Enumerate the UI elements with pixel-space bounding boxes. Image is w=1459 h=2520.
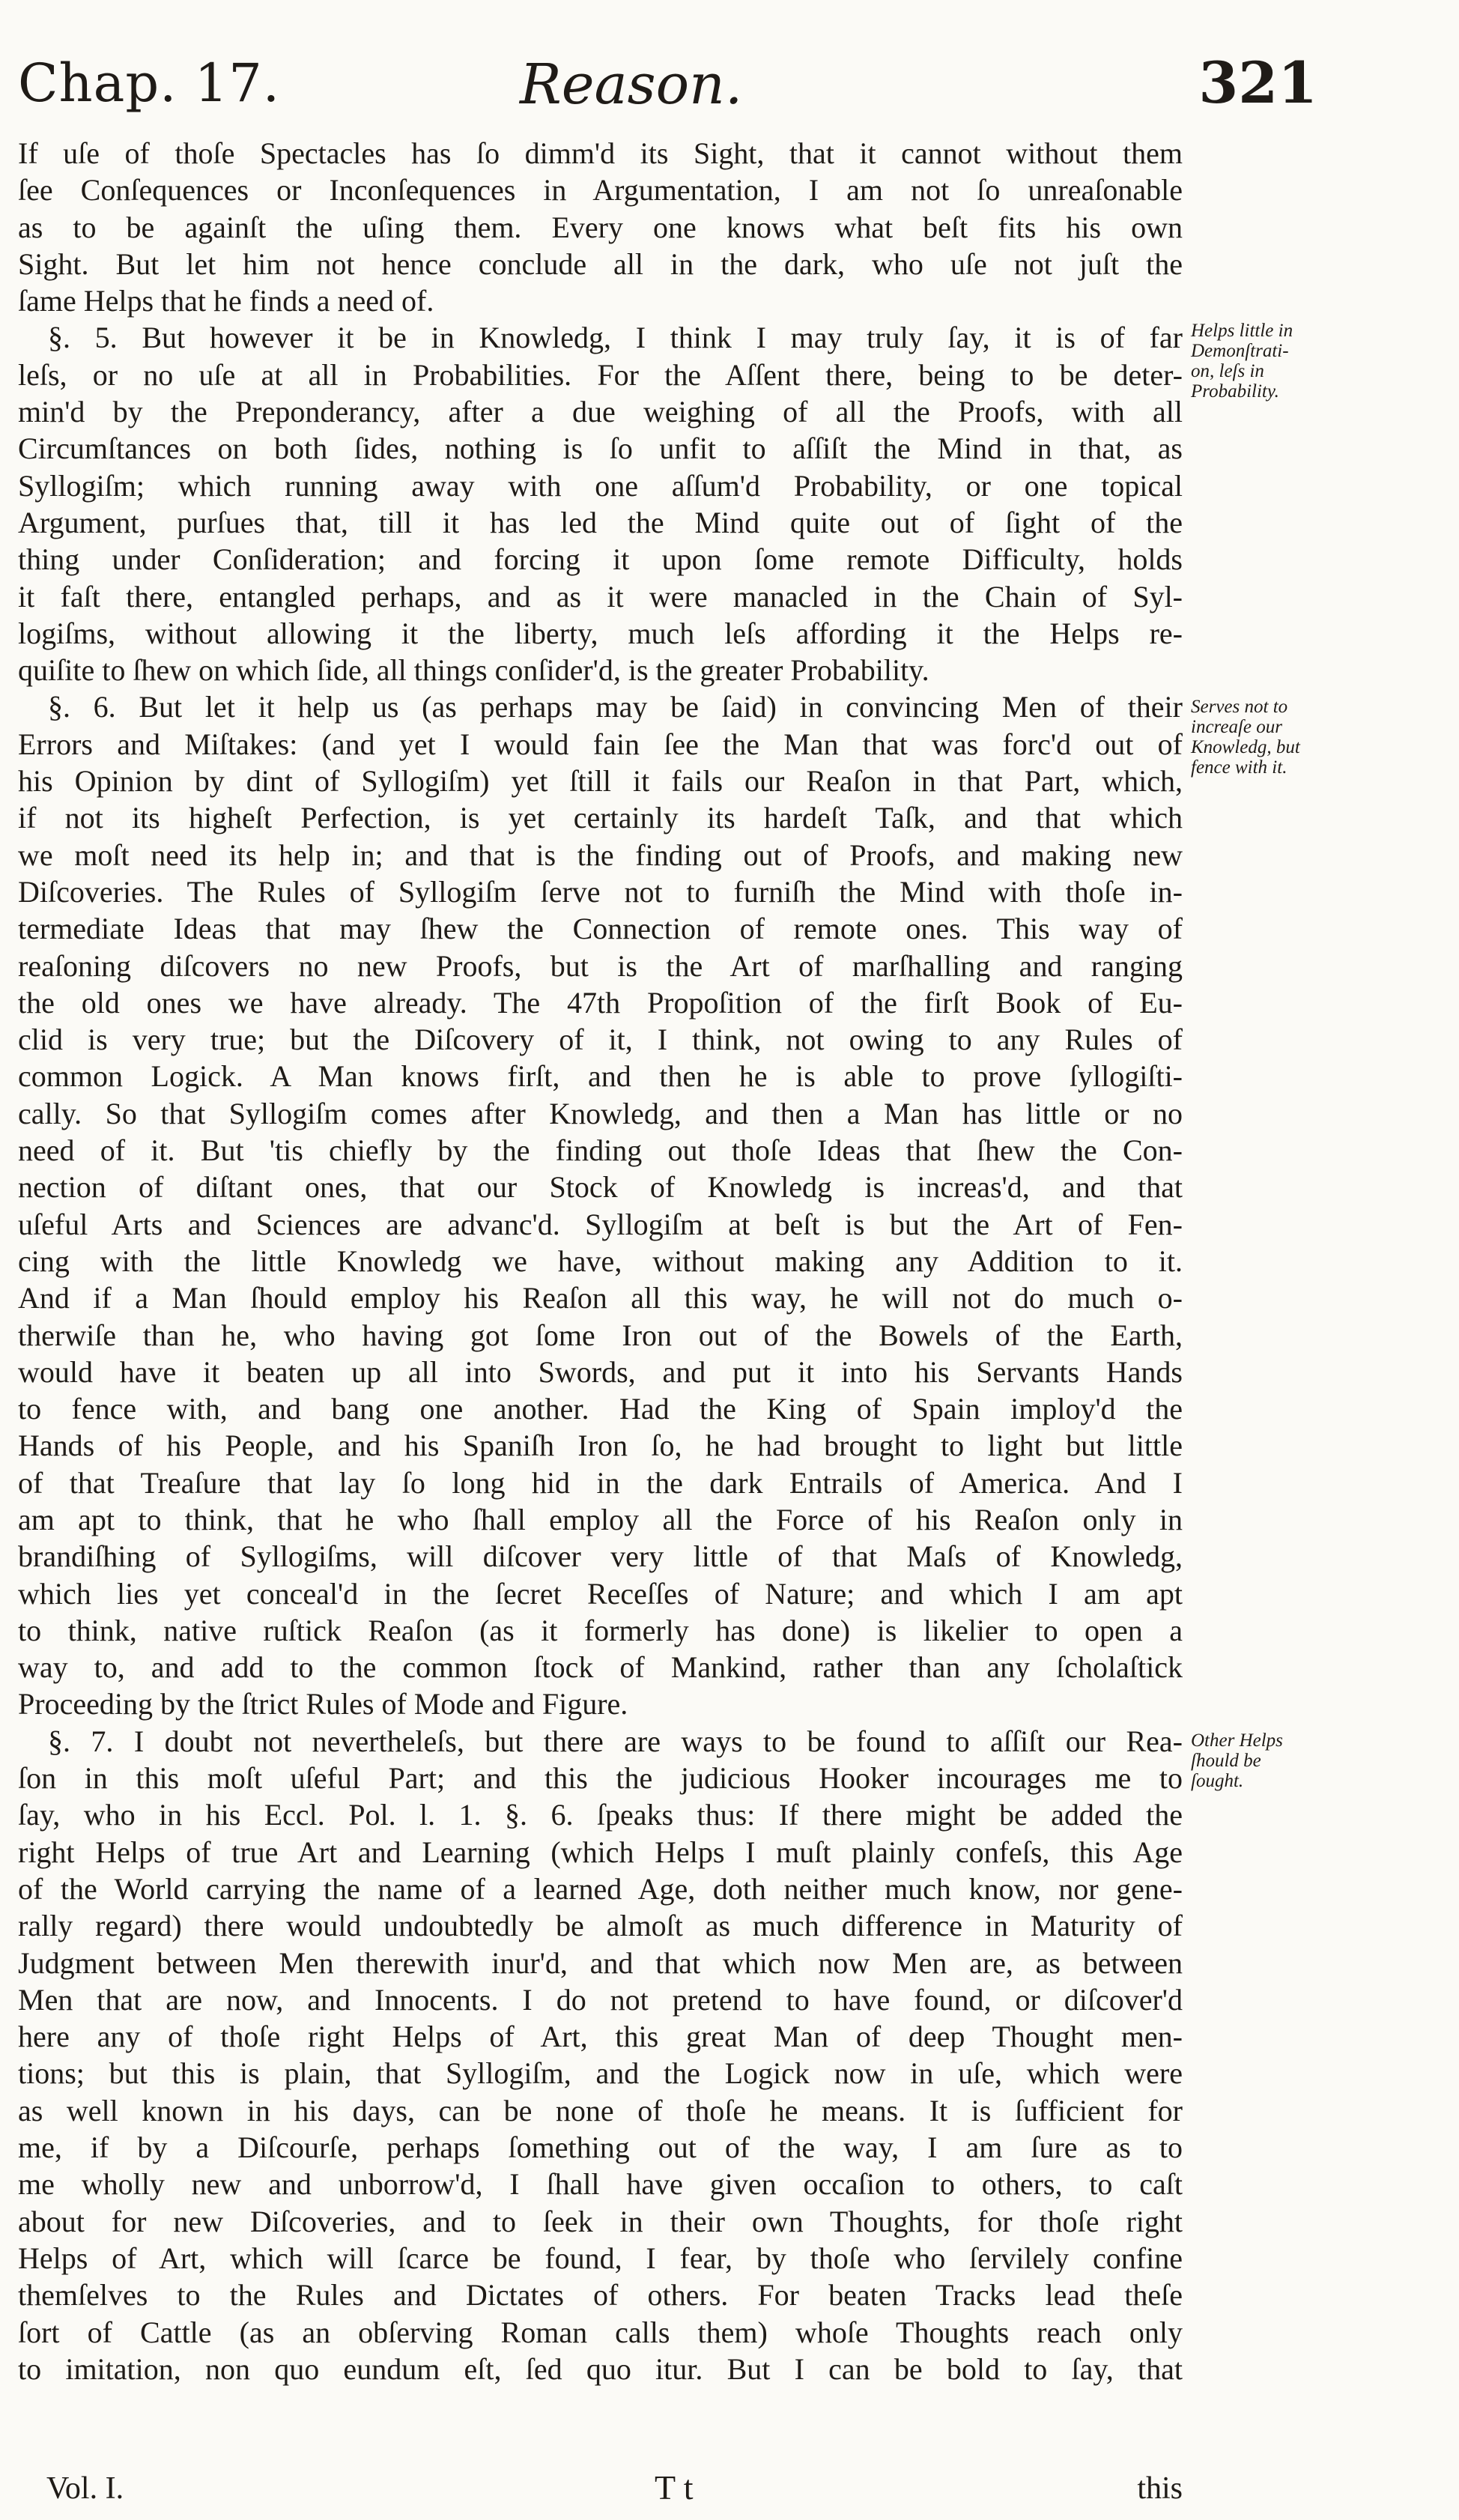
text-line: ſort of Cattle (as an obſerving Roman calls them) whoſe Thoughts reach only [18,2315,1183,2349]
text-line: And if a Man ſhould employ his Reaſon all this way, he will not do much o- [18,1281,1183,1315]
note-line: Demonſtrati- [1191,341,1289,361]
text-line: we moſt need its help in; and that is the finding out of Proofs, and making new [18,838,1183,872]
text-line: it faſt there, entangled perhaps, and as it were manacled in the Chain of Syl- [18,579,1183,614]
text-line: §. 6. But let it help us (as perhaps may be ſaid) in convincing Men of their [48,690,1183,724]
note-line: on, leſs in [1191,361,1264,381]
text-line: logiſms, without allowing it the liberty, much leſs affording it the Helps re- [18,616,1183,650]
text-line: Helps of Art, which will ſcarce be found, I fear, by thoſe who ſervilely confine [18,2241,1183,2275]
text-line: of that Treaſure that lay ſo long hid in the dark Entrails of America. And I [18,1465,1183,1500]
text-line: the old ones we have already. The 47th Propoſition of the firſt Book of Eu- [18,985,1183,1020]
text-line: Proceeding by the ſtrict Rules of Mode and Figure. [18,1687,628,1721]
catchword: this [1137,2471,1183,2506]
marginal-note-helps-little [1191,321,1322,402]
text-line: tions; but this is plain, that Syllogiſm, and the Logick now in uſe, which were [18,2056,1183,2091]
text-line: ſame Helps that he finds a need of. [18,284,434,318]
text-line: need of it. But 'tis chiefly by the finding out thoſe Ideas that ſhew the Con- [18,1133,1183,1168]
text-line: as to be againſt the uſing them. Every one knows what beſt fits his own [18,210,1183,244]
note-line: ſhould be [1191,1751,1261,1771]
running-title: Reason. [520,52,743,117]
text-line: Judgment between Men therewith inur'd, and that which now Men are, as between [18,1945,1183,1980]
note-line: Knowledg, but [1191,737,1300,757]
chapter-label: Chap. 17. [18,52,281,114]
text-line: am apt to think, that he who ſhall employ all the Force of his Reaſon only in [18,1502,1183,1536]
text-line: me wholly new and unborrow'd, I ſhall have given occaſion to others, to caſt [18,2167,1183,2202]
text-line: themſelves to the Rules and Dictates of others. For beaten Tracks lead theſe [18,2278,1183,2312]
page-footer [18,2468,1183,2508]
text-line: here any of thoſe right Helps of Art, this great Man of deep Thought men- [18,2020,1183,2054]
note-line: fence with it. [1191,757,1287,778]
text-line: cing with the little Knowledg we have, without making any Addition to it. [18,1244,1183,1278]
page-number: 321 [1198,49,1317,116]
note-line: Helps little in [1191,321,1293,341]
text-line: which lies yet conceal'd in the ſecret Receſſes of Nature; and which I am apt [18,1576,1183,1611]
text-line: to fence with, and bang one another. Had the King of Spain imploy'd the [18,1392,1183,1426]
text-line: nection of diſtant ones, that our Stock of Knowledg is increas'd, and that [18,1170,1183,1205]
text-line: leſs, or no uſe at all in Probabilities. For the Aſſent there, being to be deter- [18,357,1183,392]
note-line: ſought. [1191,1771,1244,1791]
text-line: to imitation, non quo eundum eſt, ſed quo itur. But I can be bold to ſay, that [18,2351,1183,2386]
text-line: Diſcoveries. The Rules of Syllogiſm ſerve not to furniſh the Mind with thoſe in- [18,874,1183,909]
note-line: Other Helps [1191,1730,1283,1751]
text-line: clid is very true; but the Diſcovery of it, I think, not owing to any Rules of [18,1023,1183,1057]
text-line: as well known in his days, can be none of thoſe he means. It is ſufficient for [18,2093,1183,2127]
note-line: Probability. [1191,381,1279,402]
text-line: would have it beaten up all into Swords, and put it into his Servants Hands [18,1354,1183,1389]
text-line: termediate Ideas that may ſhew the Connection of remote ones. This way of [18,912,1183,946]
text-line: If uſe of thoſe Spectacles has ſo dimm'd its Sight, that it cannot without them [18,136,1183,170]
running-header [18,45,1317,127]
text-line: of the World carrying the name of a learned Age, doth neither much know, nor gene- [18,1871,1183,1906]
marginal-note-serves-not [1191,697,1322,778]
text-line: about for new Diſcoveries, and to ſeek in their own Thoughts, for thoſe right [18,2204,1183,2238]
text-line: Circumſtances on both ſides, nothing is ſo unfit to aſſiſt the Mind in that, as [18,431,1183,466]
note-line: Serves not to [1191,697,1288,717]
text-line: Errors and Miſtakes: (and yet I would fain ſee the Man that was forc'd out of [18,727,1183,761]
text-line: therwiſe than he, who having got ſome Iron out of the Bowels of the Earth, [18,1318,1183,1352]
text-line: reaſoning diſcovers no new Proofs, but is the Art of marſhalling and ranging [18,948,1183,983]
text-line: ſay, who in his Eccl. Pol. l. 1. §. 6. ſpeaks thus: If there might be added the [18,1798,1183,1832]
main-text [18,135,1183,2387]
text-line: if not its higheſt Perfection, is yet certainly its hardeſt Taſk, and that which [18,801,1183,835]
volume-label: Vol. I. [46,2471,124,2506]
text-line: ſee Conſequences or Inconſequences in Argumentation, I am not ſo unreaſonable [18,173,1183,208]
text-line: uſeful Arts and Sciences are advanc'd. Syllogiſm at beſt is but the Art of Fen- [18,1207,1183,1241]
text-line: way to, and add to the common ſtock of Mankind, rather than any ſcholaſtick [18,1650,1183,1685]
text-line: Men that are now, and Innocents. I do not pretend to have found, or diſcover'd [18,1982,1183,2017]
text-line: to think, native ruſtick Reaſon (as it formerly has done) is likelier to open a [18,1613,1183,1647]
signature-mark: T t [655,2468,694,2507]
text-line: Hands of his People, and his Spaniſh Iron ſo, he had brought to light but little [18,1429,1183,1463]
text-line: thing under Conſideration; and forcing it upon ſome remote Difficulty, holds [18,542,1183,577]
text-line: rally regard) there would undoubtedly be almoſt as much difference in Maturity of [18,1909,1183,1943]
note-line: increaſe our [1191,717,1282,737]
text-line: Syllogiſm; which running away with one aſſum'd Probability, or one topical [18,468,1183,503]
text-line: quiſite to ſhew on which ſide, all things conſider'd, is the greater Probability. [18,653,929,688]
text-line: brandiſhing of Syllogiſms, will diſcover very little of that Maſs of Knowledg, [18,1539,1183,1574]
marginal-note-other-helps [1191,1730,1322,1791]
text-line: me, if by a Diſcourſe, perhaps ſomething out of the way, I am ſure as to [18,2130,1183,2165]
text-line: right Helps of true Art and Learning (which Helps I muſt plainly confeſs, this Age [18,1835,1183,1869]
text-line: Sight. But let him not hence conclude all in the dark, who uſe not juſt the [18,246,1183,281]
text-line: ſon in this moſt uſeful Part; and this the judicious Hooker incourages me to [18,1761,1183,1796]
text-line: §. 7. I doubt not nevertheleſs, but there are ways to be found to aſſiſt our Rea- [48,1724,1183,1758]
text-line: §. 5. But however it be in Knowledg, I think I may truly ſay, it is of far [48,321,1183,355]
text-line: cally. So that Syllogiſm comes after Knowledg, and then a Man has little or no [18,1096,1183,1130]
text-line: min'd by the Preponderancy, after a due weighing of all the Proofs, with all [18,395,1183,429]
text-line: Argument, purſues that, till it has led the Mind quite out of ſight of the [18,505,1183,539]
text-line: common Logick. A Man knows firſt, and then he is able to prove ſyllogiſti- [18,1059,1183,1094]
text-line: his Opinion by dint of Syllogiſm) yet ſtill it fails our Reaſon in that Part, which, [18,764,1183,799]
